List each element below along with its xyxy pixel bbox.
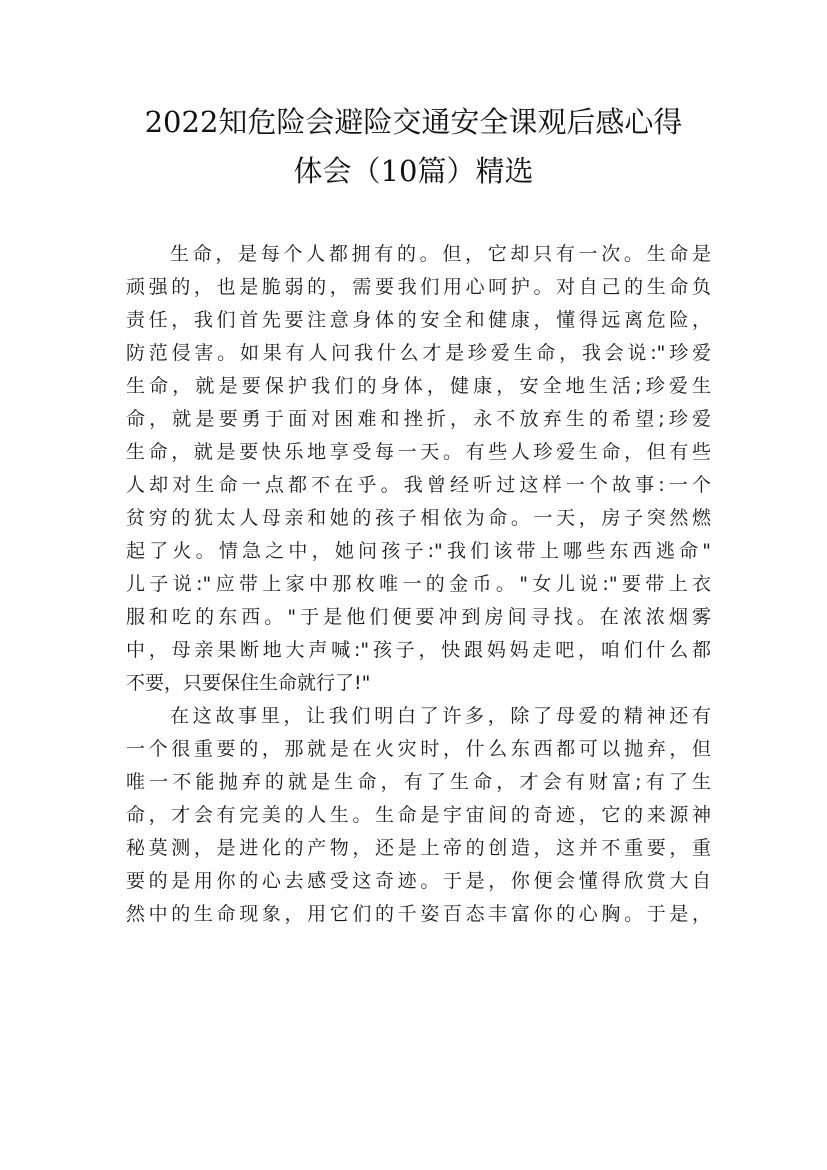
title-line-1: 2022知危险会避险交通安全课观后感心得 — [144, 105, 683, 139]
paragraph-line: 命，才会有完美的人生。生命是宇宙间的奇迹，它的来源神 — [126, 804, 711, 826]
paragraph-line: 起了火。情急之中，她问孩子:"我们该带上哪些东西逃命" — [126, 540, 711, 562]
paragraph-line: 唯一不能抛弃的就是生命，有了生命，才会有财富;有了生 — [126, 771, 711, 793]
paragraph-line: 生命，就是要保护我们的身体，健康，安全地生活;珍爱生 — [126, 375, 711, 397]
document-title — [110, 98, 717, 196]
paragraph-line: 防范侵害。如果有人问我什么才是珍爱生命，我会说:"珍爱 — [126, 342, 711, 364]
paragraph-line: 顽强的，也是脆弱的，需要我们用心呵护。对自己的生命负 — [126, 276, 711, 298]
paragraph-line: 人却对生命一点都不在乎。我曾经听过这样一个故事:一个 — [126, 474, 711, 496]
paragraph-line: 不要，只要保住生命就行了!" — [126, 672, 371, 694]
paragraph-line: 责任，我们首先要注意身体的安全和健康，懂得远离危险， — [126, 309, 711, 331]
paragraph-line: 一个很重要的，那就是在火灾时，什么东西都可以抛弃，但 — [126, 738, 711, 760]
paragraph-line: 生命，就是要快乐地享受每一天。有些人珍爱生命，但有些 — [126, 441, 711, 463]
paragraph-line: 命，就是要勇于面对困难和挫折，永不放弃生的希望;珍爱 — [126, 408, 711, 430]
paragraph-line: 在这故事里，让我们明白了许多，除了母爱的精神还有 — [170, 705, 711, 727]
title-line-2: 体会（10篇）精选 — [293, 154, 534, 188]
paragraph-line: 秘莫测，是进化的产物，还是上帝的创造，这并不重要，重 — [126, 837, 711, 859]
paragraph-line: 生命，是每个人都拥有的。但，它却只有一次。生命是 — [170, 243, 711, 265]
paragraph-2 — [126, 700, 711, 931]
document-body — [126, 238, 711, 931]
paragraph-line: 中，母亲果断地大声喊:"孩子，快跟妈妈走吧，咱们什么都 — [126, 639, 711, 661]
paragraph-line: 然中的生命现象，用它们的千姿百态丰富你的心胸。于是， — [126, 903, 711, 925]
paragraph-line: 要的是用你的心去感受这奇迹。于是，你便会懂得欣赏大自 — [126, 870, 711, 892]
paragraph-line: 贫穷的犹太人母亲和她的孩子相依为命。一天，房子突然燃 — [126, 507, 711, 529]
paragraph-line: 儿子说:"应带上家中那枚唯一的金币。"女儿说:"要带上衣 — [126, 573, 711, 595]
paragraph-1 — [126, 238, 711, 700]
paragraph-line: 服和吃的东西。"于是他们便要冲到房间寻找。在浓浓烟雾 — [126, 606, 711, 628]
